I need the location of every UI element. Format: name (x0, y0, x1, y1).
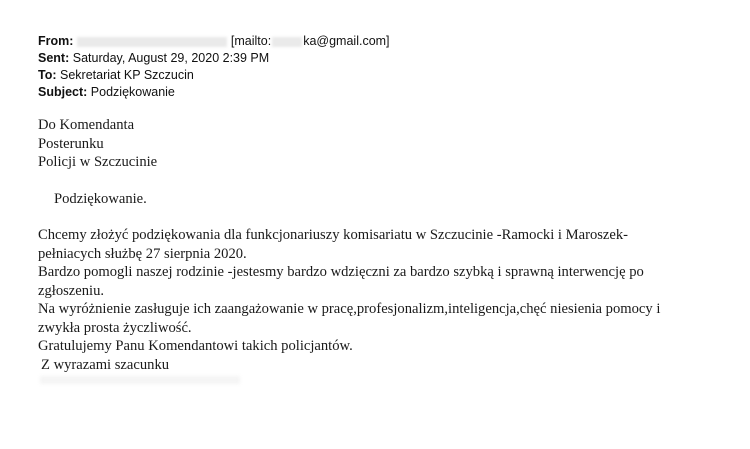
body-line: Na wyróżnienie zasługuje ich zaangażowanie w pracę,profesjonalizm,inteligencja,chęć niesienia pomocy i (38, 301, 661, 317)
to-label: To: (38, 68, 57, 82)
sent-label: Sent: (38, 51, 70, 65)
address-line: Posterunku (38, 135, 104, 152)
closing-line: Z wyrazami szacunku (41, 356, 170, 373)
from-row (38, 33, 390, 50)
subject-label: Subject: (38, 85, 88, 99)
redacted-sender-name (77, 37, 227, 47)
from-email-end: ka@gmail.com] (303, 34, 390, 48)
body-line: Gratulujemy Panu Komendantowi takich policjantów. (38, 338, 353, 354)
body-line: Bardzo pomogli naszej rodzinie -jestesmy bardzo wdzięczni za bardzo szybką i sprawną interwencję po (38, 264, 644, 280)
body-line: pełniacych służbę 27 sierpnia 2020. (38, 245, 247, 262)
email-body (38, 116, 728, 374)
from-label: From: (38, 34, 74, 48)
address-line: Do Komendanta (38, 117, 135, 133)
body-line: zgłoszeniu. (38, 282, 105, 299)
redacted-signature (40, 376, 240, 384)
body-line: Chcemy złożyć podziękowania dla funkcjonariuszy komisariatu w Szczucinie -Ramocki i Maroszek- (38, 227, 629, 243)
to-value: Sekretariat KP Szczucin (60, 68, 194, 82)
sent-value: Saturday, August 29, 2020 2:39 PM (72, 51, 270, 65)
to-row (38, 67, 390, 84)
redacted-email-part (272, 37, 302, 47)
subject-value: Podziękowanie (90, 85, 175, 99)
body-line: zwykła prosta życzliwość. (38, 319, 192, 336)
from-value: [mailto: (230, 34, 272, 48)
subject-row (38, 84, 390, 101)
email-header (38, 33, 390, 101)
address-line: Policji w Szczucinie (38, 154, 158, 170)
sent-row (38, 50, 390, 67)
body-heading: Podziękowanie. (54, 190, 147, 207)
